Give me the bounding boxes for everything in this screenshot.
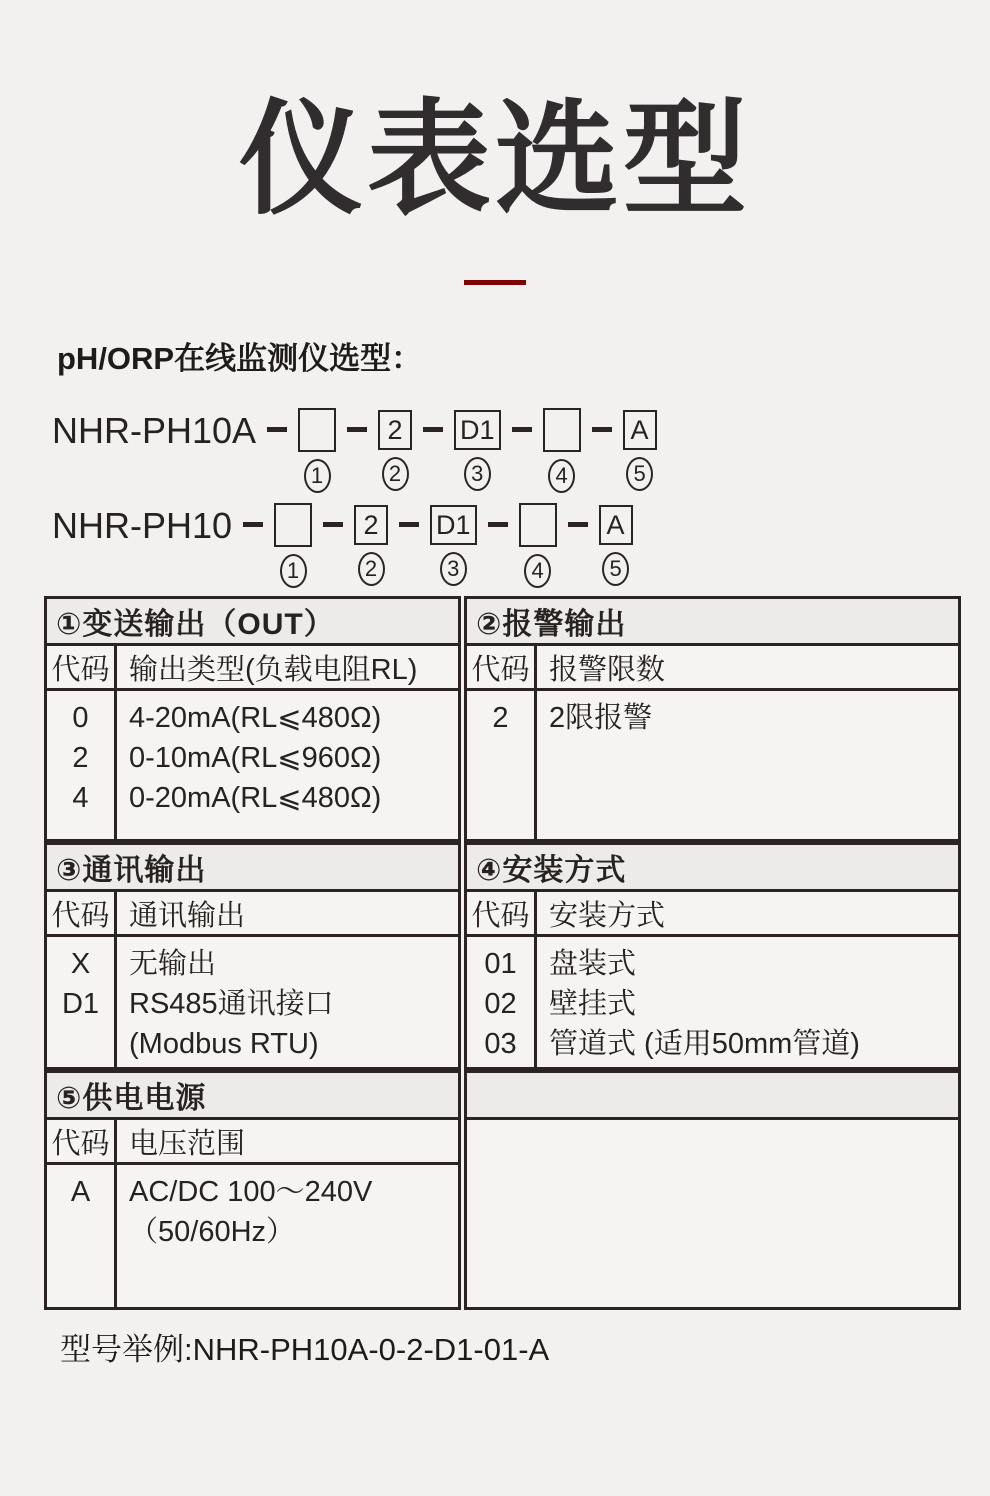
- label-cell: 0-20mA(RL⩽480Ω): [129, 782, 382, 815]
- label-cells: [117, 937, 458, 1067]
- model-segment-1: [298, 408, 336, 493]
- code-cells: [467, 937, 537, 1067]
- label-cells: [537, 691, 958, 839]
- dash: [323, 522, 343, 527]
- model-segment-3: [430, 503, 477, 586]
- model-segment-4: [543, 408, 581, 493]
- code-box-empty: [543, 408, 581, 452]
- model-segment-5: [623, 408, 657, 491]
- column-header-row: [47, 1120, 458, 1165]
- label-cell: （50/60Hz）: [129, 1216, 296, 1249]
- dash: [488, 522, 508, 527]
- label-cell: 4-20mA(RL⩽480Ω): [129, 702, 382, 735]
- code-cell: 0: [72, 702, 89, 735]
- label-cell: 壁挂式: [549, 988, 637, 1021]
- model-segment-4: [519, 503, 557, 588]
- label-column-header: 输出类型(负载电阻RL): [129, 653, 418, 686]
- model-segment-2: [378, 408, 412, 491]
- label-cell: AC/DC 100～240V: [129, 1176, 373, 1209]
- code-column-header: 代码: [467, 892, 537, 934]
- circled-number: 4: [524, 554, 551, 588]
- accent-divider: [464, 280, 526, 285]
- circled-number: 3: [464, 457, 491, 491]
- code-box: D1: [454, 410, 501, 450]
- code-cell: 2: [492, 702, 509, 735]
- column-header-row: [467, 892, 958, 937]
- code-column-header: 代码: [47, 1120, 117, 1162]
- empty-body: [467, 1120, 958, 1307]
- circled-number: 5: [626, 457, 653, 491]
- code-cells: [47, 937, 117, 1067]
- code-box: A: [623, 410, 657, 450]
- selection-spec-table: [44, 596, 961, 1310]
- model-example-text: 型号举例:NHR-PH10A-0-2-D1-01-A: [60, 1332, 550, 1368]
- dash: [568, 522, 588, 527]
- label-cell: 管道式 (适用50mm管道): [549, 1028, 860, 1061]
- label-cell: 2限报警: [549, 702, 653, 735]
- section-title: ②报警输出: [467, 599, 958, 646]
- section-title: ①变送输出（OUT）: [47, 599, 458, 646]
- code-cell: 2: [72, 742, 89, 775]
- code-cells: [47, 691, 117, 839]
- dash: [243, 522, 263, 527]
- circled-number: 3: [440, 552, 467, 586]
- section-empty-placeholder: [464, 1070, 961, 1310]
- code-cells: [47, 1165, 117, 1307]
- section-heading: pH/ORP在线监测仪选型：: [57, 341, 423, 377]
- label-cell: RS485通讯接口: [129, 988, 334, 1021]
- code-cell: 4: [72, 782, 89, 815]
- code-cell: D1: [61, 988, 100, 1021]
- code-cell: A: [70, 1176, 91, 1209]
- model-segment-3: [454, 408, 501, 491]
- code-cell: 01: [484, 948, 517, 981]
- code-box-empty: [519, 503, 557, 547]
- code-box-empty: [274, 503, 312, 547]
- empty-header-band: [467, 1073, 958, 1120]
- code-box: 2: [378, 410, 412, 450]
- model-segment-5: [599, 503, 633, 586]
- label-cell: 盘装式: [549, 948, 637, 981]
- column-header-row: [47, 646, 458, 691]
- section-transmit-output: [44, 596, 461, 842]
- code-box: A: [599, 505, 633, 545]
- model-row-nhr-ph10: [52, 503, 990, 588]
- model-diagrams: [52, 408, 990, 588]
- section-body: [47, 1165, 458, 1307]
- circled-number: 1: [280, 554, 307, 588]
- dash: [267, 427, 287, 432]
- column-header-row: [467, 646, 958, 691]
- label-cells: [117, 691, 458, 839]
- label-cell: 0-10mA(RL⩽960Ω): [129, 742, 382, 775]
- circled-number: 2: [382, 457, 409, 491]
- page-title: 仪表选型: [238, 91, 751, 229]
- code-cell: 02: [484, 988, 517, 1021]
- dash: [512, 427, 532, 432]
- label-cell: 无输出: [129, 948, 217, 981]
- section-title: ④安装方式: [467, 845, 958, 892]
- label-cells: [537, 937, 958, 1067]
- label-cell: (Modbus RTU): [129, 1028, 319, 1061]
- model-name: NHR-PH10A: [52, 410, 257, 452]
- code-column-header: 代码: [47, 646, 117, 688]
- dash: [347, 427, 367, 432]
- model-name: NHR-PH10: [52, 505, 233, 547]
- label-column-header: 电压范围: [129, 1127, 246, 1160]
- circled-number: 2: [358, 552, 385, 586]
- model-segment-2: [354, 503, 388, 586]
- circled-number: 4: [548, 459, 575, 493]
- circled-number: 1: [304, 459, 331, 493]
- section-power-supply: [44, 1070, 461, 1310]
- code-box: D1: [430, 505, 477, 545]
- section-communication-output: [44, 842, 461, 1070]
- section-mounting-style: [464, 842, 961, 1070]
- section-body: [467, 691, 958, 839]
- dash: [592, 427, 612, 432]
- dash: [399, 522, 419, 527]
- column-header-row: [47, 892, 458, 937]
- code-column-header: 代码: [47, 892, 117, 934]
- section-body: [467, 937, 958, 1067]
- code-cell: 03: [484, 1028, 517, 1061]
- code-box-empty: [298, 408, 336, 452]
- circled-number: 5: [602, 552, 629, 586]
- dash: [423, 427, 443, 432]
- code-cells: [467, 691, 537, 839]
- section-title: ③通讯输出: [47, 845, 458, 892]
- model-segment-1: [274, 503, 312, 588]
- code-cell: X: [70, 948, 91, 981]
- section-body: [47, 691, 458, 839]
- label-column-header: 安装方式: [549, 899, 666, 932]
- section-title: ⑤供电电源: [47, 1073, 458, 1120]
- model-row-nhr-ph10a: [52, 408, 990, 493]
- label-column-header: 报警限数: [549, 653, 666, 686]
- code-box: 2: [354, 505, 388, 545]
- section-alarm-output: [464, 596, 961, 842]
- section-body: [47, 937, 458, 1067]
- code-column-header: 代码: [467, 646, 537, 688]
- label-column-header: 通讯输出: [129, 899, 246, 932]
- label-cells: [117, 1165, 458, 1307]
